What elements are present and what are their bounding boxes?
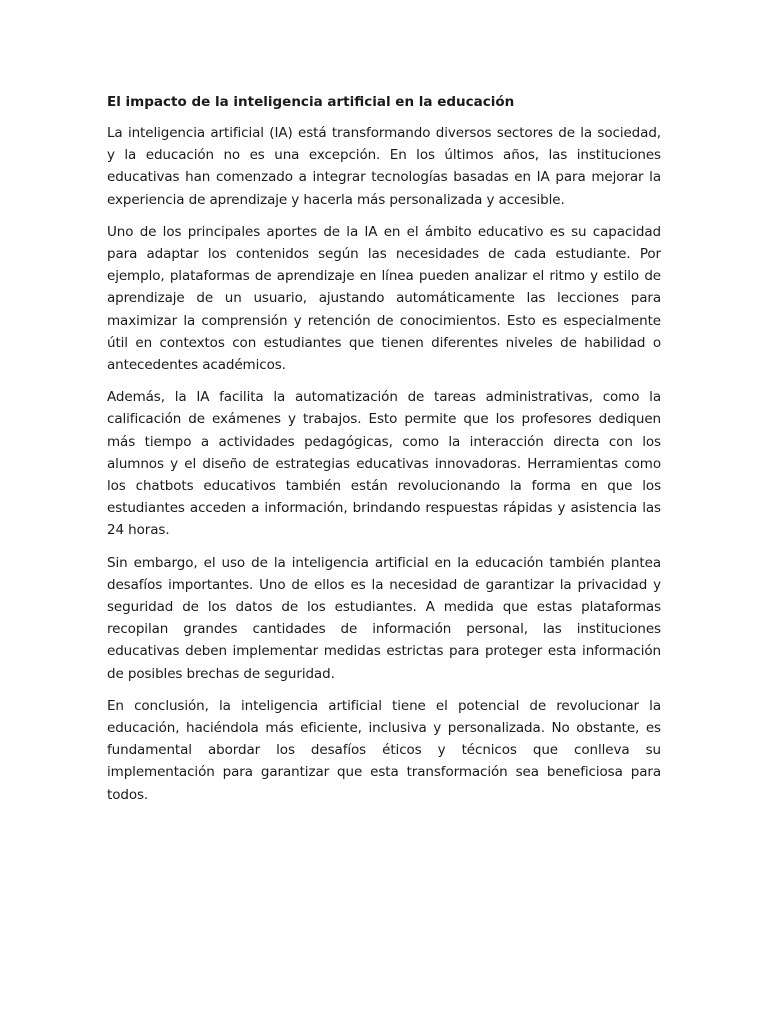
paragraph-automation: Además, la IA facilita la automatización de tareas administrativas, como la calificación de exámenes y trabajos. Esto permite que los profesores dediquen más tiempo a actividades pedagógicas, como la interacción directa con los alumnos y el diseño de estrategias educativas innovadoras. Herramientas como los chatbots educativos también están revolucionando la forma en que los estudiantes acceden a información, brindando respuestas rápidas y asistencia las 24 horas. — [107, 389, 661, 539]
document-title: El impacto de la inteligencia artificial en la educación — [107, 94, 515, 110]
paragraph-challenges: Sin embargo, el uso de la inteligencia artificial en la educación también plantea desafíos importantes. Uno de ellos es la necesidad de garantizar la privacidad y seguridad de los datos de los estudiantes. A medida que estas plataformas recopilan grandes cantidades de información personal, las instituciones educativas deben implementar medidas estrictas para proteger esta información de posibles brechas de seguridad. — [107, 554, 661, 682]
paragraph-personalization: Uno de los principales aportes de la IA en el ámbito educativo es su capacidad para adaptar los contenidos según las necesidades de cada estudiante. Por ejemplo, plataformas de aprendizaje en línea pueden analizar el ritmo y estilo de aprendizaje de un usuario, ajustando automáticamente las lecciones para maximizar la comprensión y retención de conocimientos. Esto es especialmente útil en contextos con estudiantes que tienen diferentes niveles de habilidad o antecedentes académicos. — [107, 223, 661, 374]
paragraph-intro: La inteligencia artificial (IA) está transformando diversos sectores de la sociedad, y la educación no es una excepción. En los últimos años, las instituciones educativas han comenzado a integrar tecnologías basadas en IA para mejorar la experiencia de aprendizaje y hacerla más personalizada y accesible. — [107, 125, 661, 208]
paragraph-conclusion: En conclusión, la inteligencia artificial tiene el potencial de revolucionar la educación, haciéndola más eficiente, inclusiva y personalizada. No obstante, es fundamental abordar los desafíos éticos y técnicos que conlleva su implementación para garantizar que esta transformación sea beneficiosa para todos. — [107, 697, 661, 803]
